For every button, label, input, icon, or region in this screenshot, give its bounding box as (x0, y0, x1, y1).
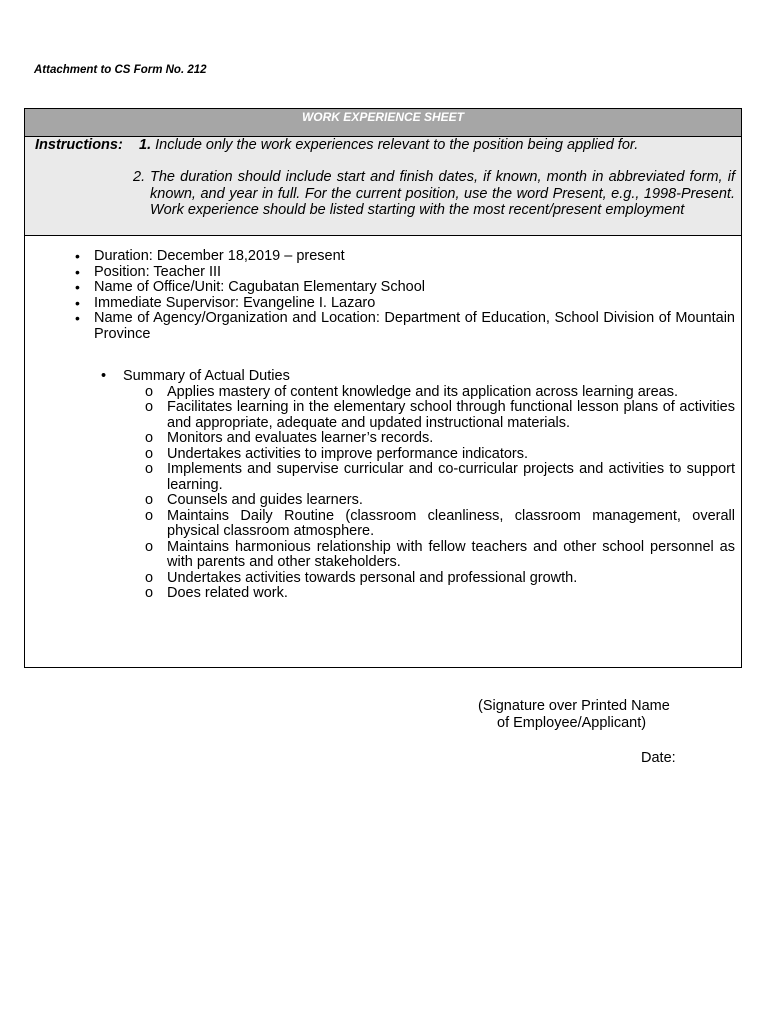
duty-text: Undertakes activities towards personal and professional growth. (167, 569, 578, 586)
circle-bullet-icon: o (145, 430, 154, 446)
circle-bullet-icon: o (145, 569, 154, 586)
bullet-icon: • (75, 279, 80, 295)
duty-text: Undertakes activities to improve performance indicators. (167, 445, 529, 462)
instruction-text: Include only the work experiences relevant to the position being applied for. (155, 137, 639, 153)
list-item (25, 280, 735, 296)
list-item (25, 249, 735, 265)
duty-text: Counsels and guides learners. (167, 492, 363, 508)
instruction-number: 2. (133, 169, 146, 185)
list-item (25, 311, 735, 342)
sheet-title: WORK EXPERIENCE SHEET (25, 109, 741, 137)
signature-caption-line-1: (Signature over Printed Name (478, 698, 670, 714)
list-item (25, 265, 735, 281)
list-item (25, 540, 737, 571)
info-text: Immediate Supervisor: Evangeline I. Lazaro (94, 294, 376, 311)
list-item (25, 493, 737, 509)
form-attachment-label: Attachment to CS Form No. 212 (34, 64, 207, 76)
instructions-panel (25, 137, 741, 236)
duty-text: Monitors and evaluates learner’s records. (167, 430, 434, 446)
instruction-item-2 (133, 169, 735, 219)
bullet-icon: • (101, 368, 107, 384)
list-item (25, 447, 737, 463)
signature-caption-line-2: of Employee/Applicant) (497, 715, 647, 731)
instructions-label: Instructions: (35, 137, 123, 153)
circle-bullet-icon: o (145, 585, 154, 601)
list-item (25, 462, 737, 493)
summary-heading (25, 369, 737, 385)
work-experience-sheet (24, 108, 742, 668)
bullet-icon: • (75, 263, 80, 280)
bullet-icon: • (75, 310, 80, 326)
circle-bullet-icon: o (145, 383, 154, 400)
info-text: Duration: December 18,2019 – present (94, 248, 345, 264)
list-item (25, 385, 737, 401)
circle-bullet-icon: o (145, 399, 154, 415)
duty-text: Maintains harmonious relationship with fellow teachers and other school personnel as with parents and other stakeholders. (167, 538, 735, 570)
summary-heading-text: Summary of Actual Duties (123, 368, 290, 384)
circle-bullet-icon: o (145, 492, 154, 508)
instruction-number: 1. (139, 137, 152, 153)
employment-info-list (25, 249, 735, 342)
duties-list (25, 385, 737, 602)
info-text: Name of Office/Unit: Cagubatan Elementary School (94, 279, 425, 295)
duty-text: Implements and supervise curricular and co-curricular projects and activities to support learning. (167, 461, 735, 493)
info-text: Name of Agency/Organization and Location: Department of Education, School Division of Mountain Province (94, 310, 735, 342)
duty-text: Facilitates learning in the elementary school through functional lesson plans of activities and appropriate, adequate and updated instructional materials. (167, 399, 735, 431)
circle-bullet-icon: o (145, 538, 154, 555)
list-item (25, 571, 737, 587)
list-item (25, 586, 737, 602)
instruction-item-1 (139, 137, 638, 153)
list-item (25, 400, 737, 431)
info-text: Position: Teacher III (94, 263, 222, 280)
list-item (25, 509, 737, 540)
bullet-icon: • (75, 294, 80, 311)
duty-text: Applies mastery of content knowledge and its application across learning areas. (167, 383, 679, 400)
duties-summary (25, 369, 737, 602)
list-item (25, 431, 737, 447)
duty-text: Does related work. (167, 585, 288, 601)
circle-bullet-icon: o (145, 461, 154, 477)
duty-text: Maintains Daily Routine (classroom cleanliness, classroom management, overall physical classroom atmosphere. (167, 507, 735, 539)
circle-bullet-icon: o (145, 507, 154, 524)
signature-block (478, 698, 670, 732)
date-label: Date: (641, 750, 676, 766)
list-item (25, 296, 735, 312)
bullet-icon: • (75, 248, 80, 264)
instruction-text: The duration should include start and finish dates, if known, month in abbreviated form, if known, and year in full. For the current position, use the word Present, e.g., 1998-Present. Work experience should be listed starting with the most recent/present employment (150, 169, 735, 218)
circle-bullet-icon: o (145, 445, 154, 462)
